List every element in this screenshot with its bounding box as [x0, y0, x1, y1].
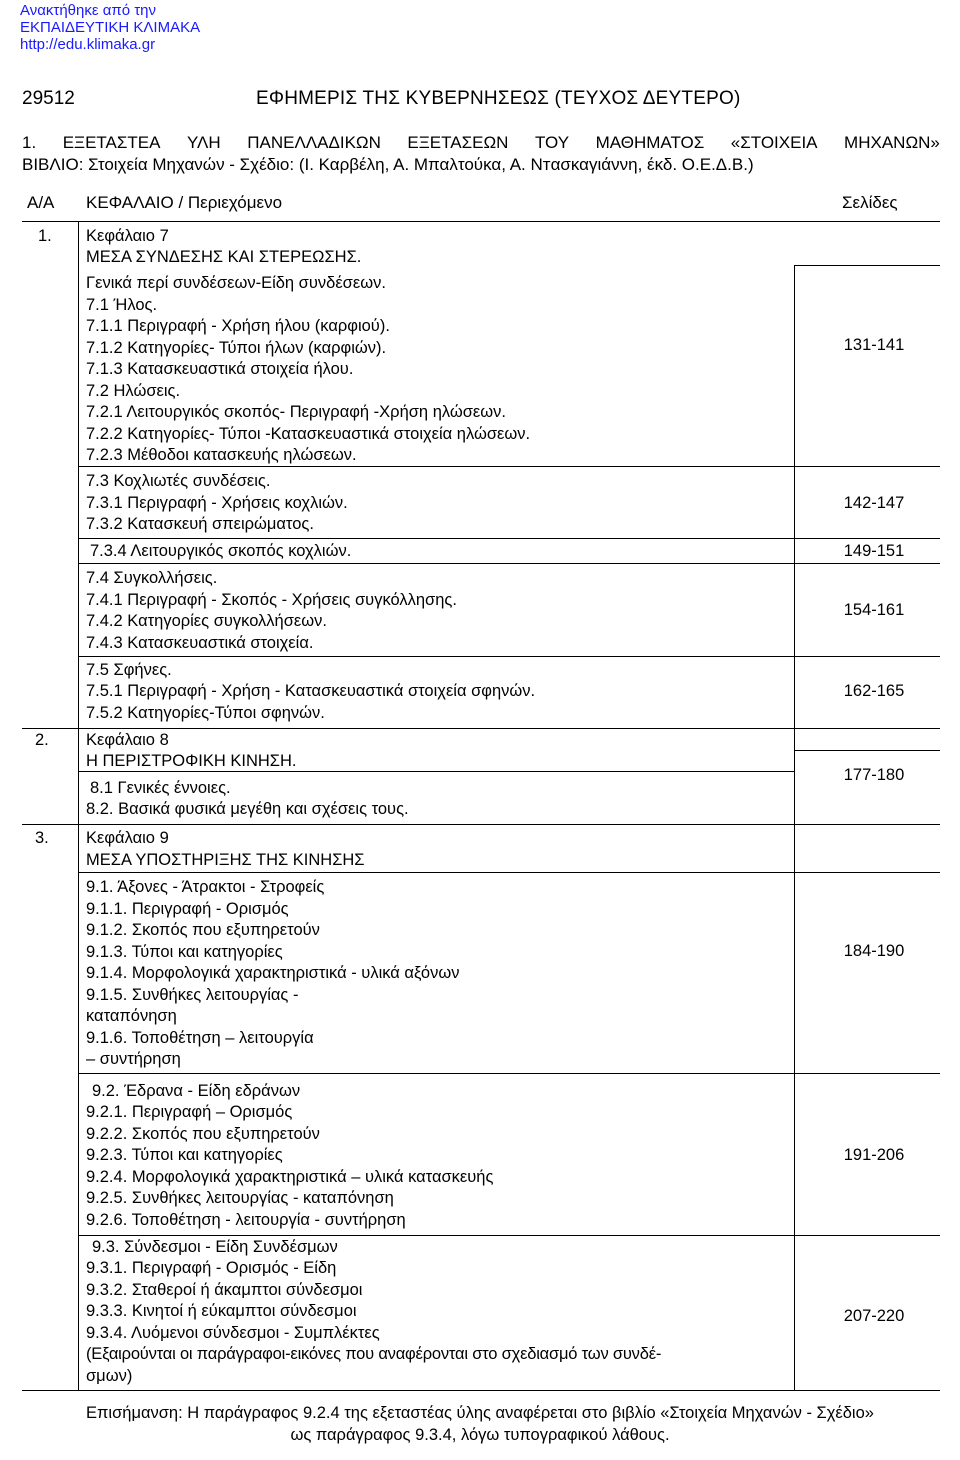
content-line: 9.3.3. Κινητοί ή εύκαμπτοι σύνδεσμοι	[86, 1302, 357, 1320]
content-line: 7.1.3 Κατασκευαστικά στοιχεία ήλου.	[86, 360, 354, 378]
page-range: 131-141	[843, 336, 905, 354]
content-line: 9.3.4. Λυόμενοι σύνδεσμοι - Συμπλέκτες	[86, 1324, 380, 1342]
row-divider	[22, 728, 940, 729]
row-divider	[78, 872, 940, 873]
intro-word: ΤΟΥ	[534, 133, 570, 152]
content-line: σμων)	[86, 1367, 133, 1385]
content-line: 9.1.2. Σκοπός που εξυπηρετούν	[86, 921, 320, 939]
page-range: 191-206	[843, 1146, 905, 1164]
row-divider	[794, 265, 940, 266]
content-line: 9.1.3. Τύποι και κατηγορίες	[86, 943, 283, 961]
content-line: 7.3 Κοχλιωτές συνδέσεις.	[86, 472, 271, 490]
content-line: – συντήρηση	[86, 1050, 181, 1068]
table-rule	[22, 221, 940, 222]
content-line: 9.2.6. Τοποθέτηση - λειτουργία - συντήρηση	[86, 1211, 406, 1229]
content-line: 9.1.4. Μορφολογικά χαρακτηριστικά - υλικά αξόνων	[86, 964, 460, 982]
column-divider	[78, 221, 79, 1391]
content-line: 7.2 Ηλώσεις.	[86, 382, 181, 400]
page-range: 177-180	[843, 766, 905, 784]
content-line: 9.2.3. Τύποι και κατηγορίες	[86, 1146, 283, 1164]
content-line: 7.5.1 Περιγραφή - Χρήση - Κατασκευαστικά στοιχεία σφηνών.	[86, 682, 536, 700]
content-line: 8.2. Βασικά φυσικά μεγέθη και σχέσεις τους.	[86, 800, 409, 818]
content-line: 9.3. Σύνδεσμοι - Είδη Συνδέσμων	[92, 1238, 338, 1256]
row-divider	[78, 563, 940, 564]
watermark	[20, 2, 200, 53]
intro-word: ΜΑΘΗΜΑΤΟΣ	[595, 133, 705, 152]
note-line-2: ως παράγραφος 9.3.4, λόγω τυπογραφικού λάθους.	[290, 1426, 670, 1444]
content-line: 7.4.3 Κατασκευαστικά στοιχεία.	[86, 634, 314, 652]
row-divider	[78, 466, 940, 467]
content-line: 9.1.6. Τοποθέτηση – λειτουργία	[86, 1029, 314, 1047]
page-range: 142-147	[843, 494, 905, 512]
content-line: 7.5 Σφήνες.	[86, 661, 172, 679]
column-divider	[794, 265, 795, 1391]
row-number: 1.	[38, 227, 52, 245]
row-number: 2.	[35, 731, 49, 749]
chapter-line: ΜΕΣΑ ΣΥΝΔΕΣΗΣ ΚΑΙ ΣΤΕΡΕΩΣΗΣ.	[86, 248, 362, 266]
intro-line-1	[22, 133, 940, 153]
gazette-title: ΕΦΗΜΕΡΙΣ ΤΗΣ ΚΥΒΕΡΝΗΣΕΩΣ (ΤΕΥΧΟΣ ΔΕΥΤΕΡΟ)	[256, 88, 741, 109]
row-divider	[22, 824, 940, 825]
page-range: 207-220	[843, 1307, 905, 1325]
content-line: 9.3.1. Περιγραφή - Ορισμός - Είδη	[86, 1259, 337, 1277]
row-divider	[78, 771, 794, 772]
header-pages: Σελίδες	[842, 193, 898, 212]
row-divider	[78, 1235, 940, 1236]
intro-word: ΥΛΗ	[186, 133, 221, 152]
content-line: 9.1. Άξονες - Άτρακτοι - Στροφείς	[86, 878, 325, 896]
content-line: καταπόνηση	[86, 1007, 177, 1025]
content-line: 9.2.5. Συνθήκες λειτουργίας - καταπόνηση	[86, 1189, 394, 1207]
content-line: 7.3.2 Κατασκευή σπειρώματος.	[86, 515, 314, 533]
page-range: 184-190	[843, 942, 905, 960]
row-number: 3.	[35, 829, 49, 847]
header-chapter: ΚΕΦΑΛΑΙΟ / Περιεχόμενο	[86, 193, 283, 212]
content-line: 9.1.5. Συνθήκες λειτουργίας -	[86, 986, 299, 1004]
page-range: 162-165	[843, 682, 905, 700]
header-aa: Α/Α	[27, 193, 55, 212]
content-line: 8.1 Γενικές έννοιες.	[90, 779, 231, 797]
chapter-line: Κεφάλαιο 7	[86, 227, 169, 245]
chapter-line: ΜΕΣΑ ΥΠΟΣΤΗΡΙΞΗΣ ΤΗΣ ΚΙΝΗΣΗΣ	[86, 851, 365, 869]
intro-line-2: ΒΙΒΛΙΟ: Στοιχεία Μηχανών - Σχέδιο: (Ι. Καρβέλη, Α. Μπαλτούκα, Α. Νтασκαγιάννη, έκδ. Ο.Ε.Δ.Β.)	[22, 155, 754, 174]
intro-word: ΜΗΧΑΝΩΝ»	[844, 133, 940, 152]
watermark-link[interactable]: http://edu.klimaka.gr	[20, 36, 156, 53]
intro-word: ΕΞΕΤΑΣΕΩΝ	[407, 133, 509, 152]
content-line: 7.1 Ήλος.	[86, 296, 158, 314]
content-line: 7.2.3 Μέθοδοι κατασκευής ηλώσεων.	[86, 446, 357, 464]
page-range: 149-151	[843, 542, 905, 560]
intro-word: ΕΞΕΤΑΣΤΕΑ	[62, 133, 161, 152]
content-line: 9.2. Έδρανα - Είδη εδράνων	[92, 1082, 301, 1100]
content-line: 9.2.2. Σκοπός που εξυπηρετούν	[86, 1125, 320, 1143]
watermark-line-2: ΕΚΠΑΙΔΕΥΤΙΚΗ ΚΛΙΜΑΚΑ	[20, 19, 201, 36]
content-line: 9.2.1. Περιγραφή – Ορισμός	[86, 1103, 293, 1121]
chapter-line: Κεφάλαιο 9	[86, 829, 169, 847]
row-divider	[78, 656, 940, 657]
intro-word: «ΣΤΟΙΧΕΙΑ	[730, 133, 818, 152]
intro-word: 1.	[22, 133, 37, 152]
watermark-line-1: Ανακτήθηκε από την	[20, 2, 157, 19]
content-line: 7.2.1 Λειτουργικός σκοπός- Περιγραφή -Χρήση ηλώσεων.	[86, 403, 507, 421]
content-line: 7.4.2 Κατηγορίες συγκολλήσεων.	[86, 612, 327, 630]
content-line: 7.1.2 Κατηγορίες- Τύποι ήλων (καρφιών).	[86, 339, 387, 357]
row-divider	[78, 538, 940, 539]
content-line: 7.4 Συγκολλήσεις.	[86, 569, 218, 587]
content-line: Γενικά περί συνδέσεων-Είδη συνδέσεων.	[86, 274, 386, 292]
content-line: 7.5.2 Κατηγορίες-Τύποι σφηνών.	[86, 704, 325, 722]
row-divider	[794, 750, 940, 751]
content-line: 9.1.1. Περιγραφή - Ορισμός	[86, 900, 289, 918]
content-line: 7.3.4 Λειτουργικός σκοπός κοχλιών.	[90, 542, 352, 560]
table-rule	[22, 1390, 940, 1391]
content-line: 7.2.2 Κατηγορίες- Τύποι -Κατασκευαστικά στοιχεία ηλώσεων.	[86, 425, 531, 443]
content-line: 9.3.2. Σταθεροί ή άκαμπτοι σύνδεσμοι	[86, 1281, 363, 1299]
content-line: 7.4.1 Περιγραφή - Σκοπός - Χρήσεις συγκόλλησης.	[86, 591, 457, 609]
content-line: 9.2.4. Μορφολογικά χαρακτηριστικά – υλικά κατασκευής	[86, 1168, 494, 1186]
note-line-1: Επισήμανση: Η παράγραφος 9.2.4 της εξεταστέας ύλης αναφέρεται στο βιβλίο «Στοιχεία Μηχανών - Σχέδιο»	[86, 1404, 874, 1422]
content-line: 7.1.1 Περιγραφή - Χρήση ήλου (καρφιού).	[86, 317, 390, 335]
page-number: 29512	[22, 88, 75, 109]
intro-word: ΠΑΝΕΛΛΑΔΙΚΩΝ	[247, 133, 381, 152]
chapter-line: Κεφάλαιο 8	[86, 731, 169, 749]
row-divider	[78, 1073, 940, 1074]
content-line: (Εξαιρούνται οι παράγραφοι-εικόνες που αναφέρονται στο σχεδιασμό των συνδέ-	[86, 1345, 662, 1363]
content-line: 7.3.1 Περιγραφή - Χρήσεις κοχλιών.	[86, 494, 348, 512]
chapter-line: Η ΠΕΡΙΣΤΡΟΦΙΚΗ ΚΙΝΗΣΗ.	[86, 752, 297, 770]
page-range: 154-161	[843, 601, 905, 619]
